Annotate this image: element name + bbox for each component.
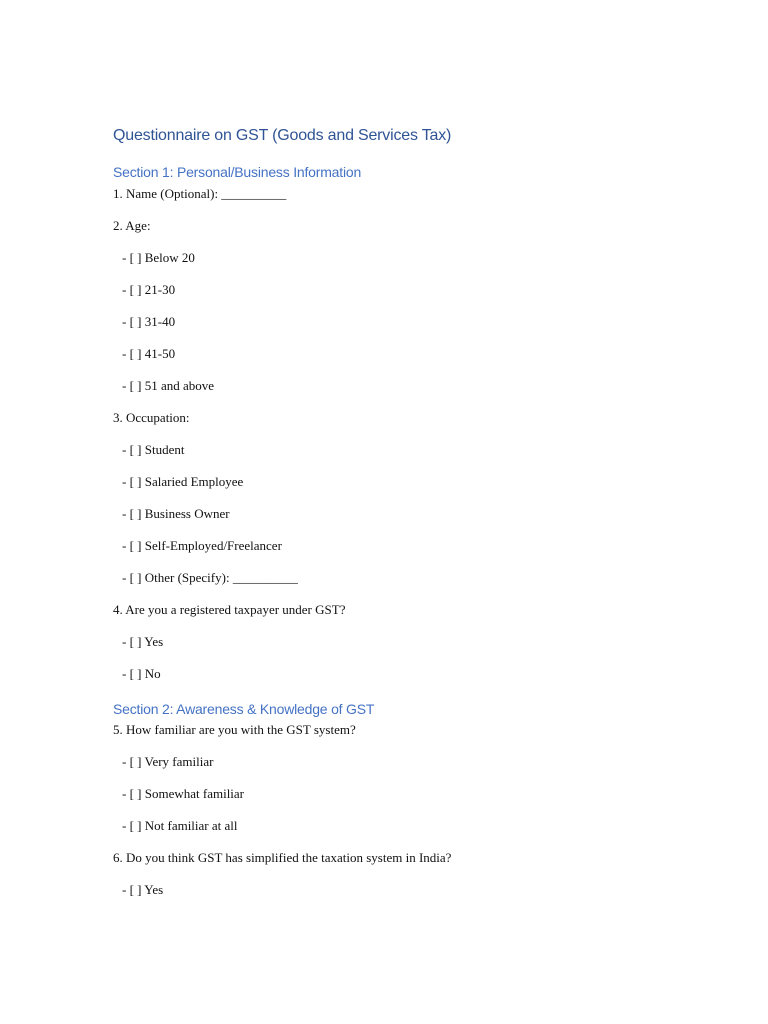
occupation-option-other: - [ ] Other (Specify): __________ bbox=[122, 570, 298, 585]
section-2-heading: Section 2: Awareness & Knowledge of GST bbox=[113, 701, 375, 717]
question-6-simplified: 6. Do you think GST has simplified the taxation system in India? bbox=[113, 850, 452, 865]
question-4-registered: 4. Are you a registered taxpayer under GST? bbox=[113, 602, 346, 617]
age-option-21-30: - [ ] 21-30 bbox=[122, 282, 176, 297]
question-2-age: 2. Age: bbox=[113, 218, 151, 233]
age-option-31-40: - [ ] 31-40 bbox=[122, 314, 176, 329]
simplified-option-yes: - [ ] Yes bbox=[122, 882, 164, 897]
age-option-41-50: - [ ] 41-50 bbox=[122, 346, 176, 361]
familiarity-option-somewhat: - [ ] Somewhat familiar bbox=[122, 786, 245, 801]
question-3-occupation: 3. Occupation: bbox=[113, 410, 190, 425]
familiarity-option-not: - [ ] Not familiar at all bbox=[122, 818, 238, 833]
document-title: Questionnaire on GST (Goods and Services Tax) bbox=[113, 127, 452, 144]
occupation-option-business-owner: - [ ] Business Owner bbox=[122, 506, 230, 521]
age-option-below-20: - [ ] Below 20 bbox=[122, 250, 195, 265]
question-5-familiarity: 5. How familiar are you with the GST system? bbox=[113, 722, 356, 737]
age-option-51-above: - [ ] 51 and above bbox=[122, 378, 215, 393]
registered-option-no: - [ ] No bbox=[122, 666, 161, 681]
section-1-heading: Section 1: Personal/Business Information bbox=[113, 164, 362, 180]
familiarity-option-very: - [ ] Very familiar bbox=[122, 754, 214, 769]
occupation-option-self-employed: - [ ] Self-Employed/Freelancer bbox=[122, 538, 282, 553]
occupation-option-student: - [ ] Student bbox=[122, 442, 185, 457]
registered-option-yes: - [ ] Yes bbox=[122, 634, 164, 649]
occupation-option-salaried: - [ ] Salaried Employee bbox=[122, 474, 244, 489]
question-1-name: 1. Name (Optional): __________ bbox=[113, 186, 287, 201]
